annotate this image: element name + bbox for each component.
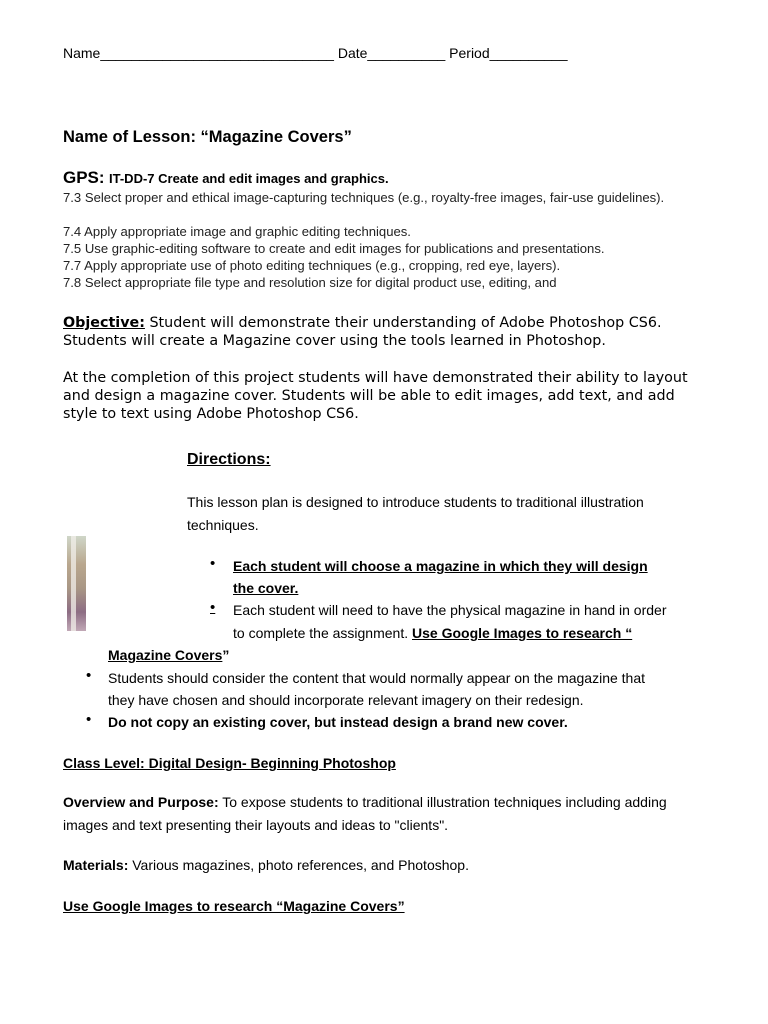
directions-heading: Directions: <box>187 451 271 468</box>
name-field-label: Name______________________________ <box>63 45 334 61</box>
directions-intro: This lesson plan is designed to introduce students to traditional illustration techniques. <box>187 494 644 533</box>
completion-paragraph: At the completion of this project students will have demonstrated their ability to layout and design a magazine cover. Students will be able to edit images, add text, and add style to text using Adobe Photoshop CS6. <box>63 370 688 422</box>
google-images-research-link[interactable]: Use Google Images to research “ <box>412 625 633 641</box>
bullet-icon: • <box>86 711 92 728</box>
overview-paragraph <box>63 791 703 836</box>
bullet2-line1: Each student will need to have the physical magazine in hand in order <box>233 602 667 618</box>
magazine-covers-link[interactable]: Magazine Covers <box>108 647 223 663</box>
class-level: Class Level: Digital Design- Beginning Photoshop <box>63 755 396 771</box>
gps-title: IT-DD-7 Create and edit images and graphics. <box>109 171 389 186</box>
standard-7-8: 7.8 Select appropriate file type and resolution size for digital product use, editing, and <box>63 275 557 290</box>
gps-label: GPS: <box>63 168 105 187</box>
materials-text: Various magazines, photo references, and Photoshop. <box>128 857 469 873</box>
objective-label: Objective: <box>63 315 145 331</box>
standard-7-5: 7.5 Use graphic-editing software to create and edit images for publications and presentations. <box>63 241 605 256</box>
standard-7-4: 7.4 Apply appropriate image and graphic editing techniques. <box>63 224 411 239</box>
header-line <box>63 45 568 61</box>
bullet-icon: • <box>210 555 216 572</box>
gps-heading <box>63 168 389 188</box>
standard-7-3: 7.3 Select proper and ethical image-capturing techniques (e.g., royalty-free images, fair-use guidelines). <box>63 190 665 205</box>
materials-line <box>63 854 469 877</box>
bullet1-line2: the cover. <box>233 580 299 596</box>
bullet1-line1: Each student will choose a magazine in which they will design <box>233 558 648 574</box>
objective-paragraph <box>63 314 713 350</box>
objective-text: Student will demonstrate their understanding of Adobe Photoshop CS6. Students will create a Magazine cover using the tools learned in Photoshop. <box>63 315 662 349</box>
bullet3-line1: Students should consider the content that would normally appear on the magazine that <box>108 670 646 686</box>
period-field-label: Period__________ <box>449 45 568 61</box>
bullet2-line3 <box>108 644 229 667</box>
bullet2-text: to complete the assignment. <box>233 625 412 641</box>
date-field-label: Date__________ <box>337 45 446 61</box>
bullet3-line2: they have chosen and should incorporate relevant imagery on their redesign. <box>108 692 584 708</box>
lesson-title: Name of Lesson: “Magazine Covers” <box>63 128 352 146</box>
magazine-thumbnail-image <box>67 536 86 631</box>
standard-7-7: 7.7 Apply appropriate use of photo editing techniques (e.g., cropping, red eye, layers). <box>63 258 561 273</box>
bullet-icon: • <box>86 667 92 684</box>
overview-text: To expose students to traditional illustration techniques including adding images and text presenting their layouts and ideas to "clients". <box>63 794 667 833</box>
bullet-icon: • <box>210 599 216 616</box>
bullet4: Do not copy an existing cover, but instead design a brand new cover. <box>108 714 568 730</box>
research-link[interactable]: Use Google Images to research “Magazine Covers” <box>63 898 405 914</box>
overview-label: Overview and Purpose: <box>63 794 219 810</box>
closing-quote: ” <box>222 647 230 663</box>
bullet2-line2 <box>233 622 632 645</box>
materials-label: Materials: <box>63 857 129 873</box>
